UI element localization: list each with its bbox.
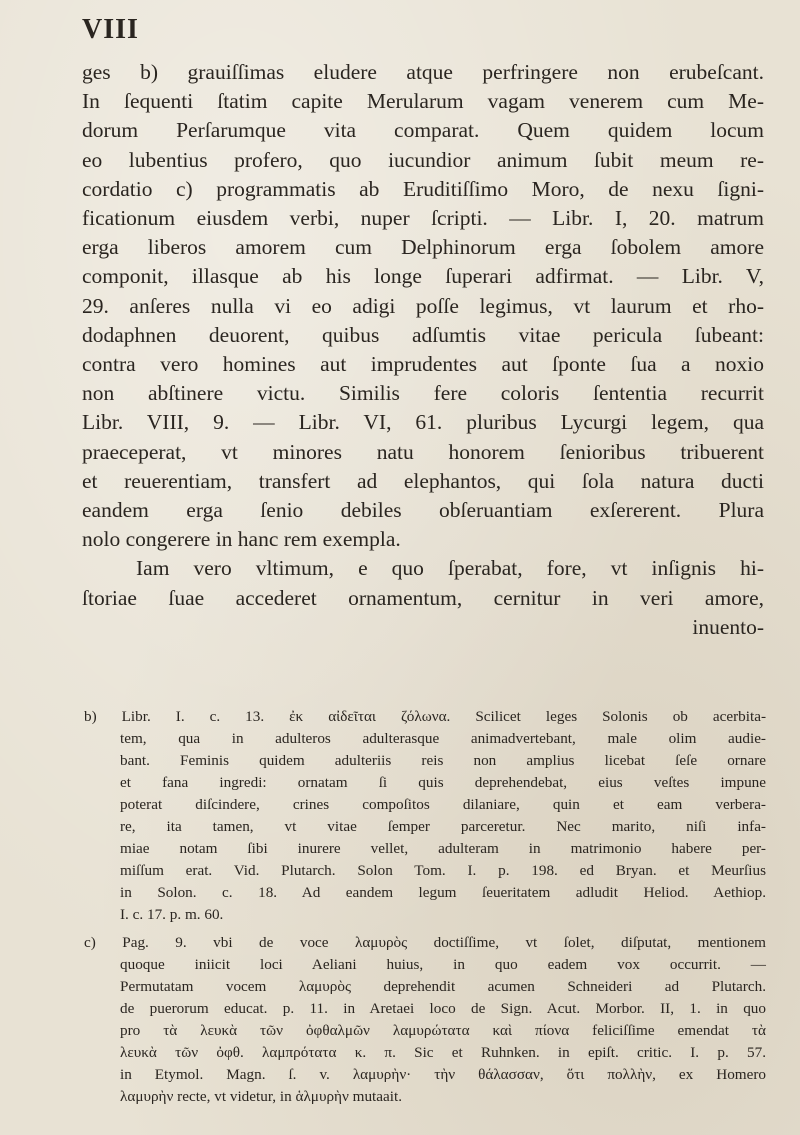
text-line: 29. anſeres nulla vi eo adigi poſſe legimus, vt laurum et rho-: [82, 293, 764, 318]
text-line: cordatio c) programmatis ab Eruditiſſimo Moro, de nexu ſigni-: [82, 176, 764, 201]
text-line: contra vero homines aut imprudentes aut ſponte ſua a noxio: [82, 352, 764, 377]
text-line: nolo congerere in hanc rem exempla.: [82, 527, 401, 552]
footnote-line: et fana ingredi: ornatam ſi quis deprehendebat, eius veſtes impune: [120, 774, 766, 791]
footnote-line: λαμυρὴν recte, vt videtur, in ἁλμυρὴν mutaait.: [120, 1088, 402, 1105]
footnote-line: miſſum erat. Vid. Plutarch. Solon Tom. I. p. 198. ed Bryan. et Meurſius: [120, 862, 766, 879]
footnote-line: bant. Feminis quidem adulteriis reis non amplius licebat ſeſe ornare: [120, 752, 766, 769]
footnote-line: b) Libr. I. c. 13. ἐκ αἰδεῖται ζόλωνα. Scilicet leges Solonis ob acerbita-: [84, 708, 766, 725]
main-text: [82, 58, 764, 642]
footnote-line: tem, qua in adulteros adulterasque animadvertebant, male olim audie-: [120, 730, 766, 747]
footnote-line: in Solon. c. 18. Ad eandem legum ſeueritatem adludit Heliod. Aethiop.: [120, 884, 766, 901]
footnote-line: I. c. 17. p. m. 60.: [120, 906, 224, 923]
text-line: componit, illasque ab his longe ſuperari adfirmat. — Libr. V,: [82, 264, 764, 289]
text-line: eandem erga ſenio debiles obſeruantiam exſererent. Plura: [82, 498, 764, 523]
footnote-line: c) Pag. 9. vbi de voce λαμυρὸς doctiſſime, vt ſolet, diſputat, mentionem: [84, 934, 766, 951]
text-line: Libr. VIII, 9. — Libr. VI, 61. pluribus Lycurgi legem, qua: [82, 410, 764, 435]
footnote-line: in Etymol. Magn. ſ. v. λαμυρὴν· τὴν θάλασσαν, ὅτι πολλὴν, ex Homero: [120, 1066, 766, 1083]
footnote-line: Permutatam vocem λαμυρὸς deprehendit acumen Schneideri ad Plutarch.: [120, 978, 766, 995]
text-line: et reuerentiam, transfert ad elephantos, qui ſola natura ducti: [82, 468, 764, 493]
footnote-line: λευκὰ τῶν ὀφθ. λαμπρότατα κ. π. Sic et Ruhnken. in epiſt. critic. I. p. 57.: [120, 1044, 766, 1061]
footnote-line: miae notam ſibi inurere vellet, adulteram in matrimonio habere per-: [120, 840, 766, 857]
footnote-line: pro τὰ λευκὰ τῶν ὀφθαλμῶν λαμυρώτατα καὶ πίονα feliciſſime emendat τὰ: [120, 1022, 766, 1039]
footnotes: [84, 706, 766, 1108]
text-line: praeceperat, vt minores natu honorem ſenioribus tribuerent: [82, 439, 764, 464]
text-line: ficationum eiusdem verbi, nuper ſcripti. — Libr. I, 20. matrum: [82, 206, 764, 231]
text-line: In ſequenti ſtatim capite Merularum vagam venerem cum Me-: [82, 89, 764, 114]
text-line: ſtoriae ſuae accederet ornamentum, cernitur in veri amore,: [82, 585, 764, 610]
text-line: dodaphnen deuorent, quibus adſumtis vitae pericula ſubeant:: [82, 322, 764, 347]
catchword: inuento-: [692, 614, 764, 639]
footnote-line: quoque iniicit loci Aeliani huius, in quo eadem vox occurrit. —: [120, 956, 766, 973]
text-line: non abſtinere victu. Similis fere coloris ſententia recurrit: [82, 381, 764, 406]
text-line: Iam vero vltimum, e quo ſperabat, fore, vt inſignis hi-: [136, 556, 764, 581]
footnote-line: re, ita tamen, vt vitae ſemper parceretur. Nec marito, niſi infa-: [120, 818, 766, 835]
text-line: ges b) grauiſſimas eludere atque perfringere non erubeſcant.: [82, 60, 764, 84]
text-line: eo lubentius profero, quo iucundior animum ſubit meum re-: [82, 147, 764, 172]
page-number: VIII: [82, 14, 139, 45]
footnote-line: poterat diſcindere, crines compoſitos dilaniare, quin et eam verbera-: [120, 796, 766, 813]
text-line: erga liberos amorem cum Delphinorum erga ſobolem amore: [82, 235, 764, 260]
text-line: dorum Perſarumque vita comparat. Quem quidem locum: [82, 118, 764, 143]
footnote-line: de puerorum educat. p. 11. in Aretaei loco de Sign. Acut. Morbor. II, 1. in quo: [120, 1000, 766, 1017]
